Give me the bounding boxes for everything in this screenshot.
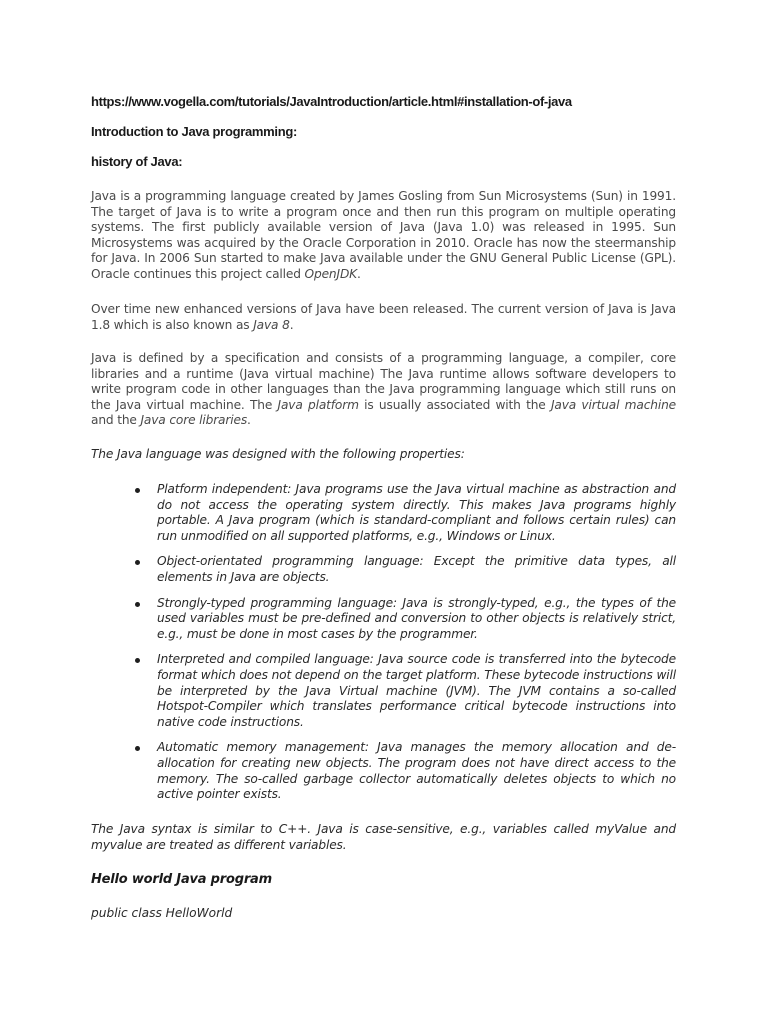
list-item xyxy=(91,652,676,730)
list-item xyxy=(91,482,676,544)
paragraph-versions xyxy=(91,302,676,333)
list-item xyxy=(91,554,676,585)
paragraph-spec-text-c: and the xyxy=(91,413,141,428)
bullet-dot-icon xyxy=(135,658,140,663)
bullet-dot-icon xyxy=(135,488,140,493)
java-virtual-machine-term: Java virtual machine xyxy=(550,397,677,412)
code-line: public class HelloWorld xyxy=(91,906,233,920)
paragraph-properties-intro: The Java language was designed with the following properties: xyxy=(91,447,465,461)
paragraph-versions-text: Over time new enhanced versions of Java have been released. The current version of Java is Java 1.8 which is also known as xyxy=(91,302,676,332)
list-item xyxy=(91,596,676,643)
paragraph-history-text: Java is a programming language created by James Gosling from Sun Microsystems (Sun) in 1991. The target of Java is to write a program once and then run this program on multiple operating systems. The first publicly available version of Java (Java 1.0) was released in 1995. Sun Microsystems was acquired by the Oracle Corporation in 2010. Oracle has now the steermanship for Java. In 2006 Sun started to make Java available under the GNU General Public License (GPL). Oracle continues this project called xyxy=(91,189,676,281)
openjdk-term: OpenJDK xyxy=(304,266,358,281)
bullet-dot-icon xyxy=(135,746,140,751)
list-item-text: Strongly-typed programming language: Java is strongly-typed, e.g., the types of the used variables must be pre-defined and conversion to other objects is relatively strict, e.g., must be done in most cases by the programmer. xyxy=(157,595,676,641)
paragraph-spec-end: . xyxy=(247,413,251,428)
paragraph-syntax: The Java syntax is similar to C++. Java is case-sensitive, e.g., variables called myValue and myvalue are treated as different variables. xyxy=(91,822,676,852)
list-item-text: Automatic memory management: Java manages the memory allocation and de-allocation for creating new objects. The program does not have direct access to the memory. The so-called garbage collector automatically deletes objects to which no active pointer exists. xyxy=(157,740,676,802)
properties-list xyxy=(91,482,676,813)
paragraph-spec-text-a: Java is defined by a specification and consists of a programming language, a compiler, core libraries and a runtime (Java virtual machine) The Java runtime allows software developers to write program code in other languages than the Java programming language which still runs on the Java virtual machine. The xyxy=(91,351,676,412)
source-url: https://www.vogella.com/tutorials/JavaIntroduction/article.html#installation-of-java xyxy=(91,94,572,109)
heading-introduction: Introduction to Java programming: xyxy=(91,124,298,139)
list-item xyxy=(91,740,676,802)
paragraph-history xyxy=(91,189,676,283)
paragraph-spec-text-b: is usually associated with the xyxy=(358,397,551,412)
paragraph-specification xyxy=(91,351,676,429)
list-item-text: Object-orientated programming language: Except the primitive data types, all elements in Java are objects. xyxy=(157,554,676,584)
list-item-text: Interpreted and compiled language: Java source code is transferred into the bytecode format which does not depend on the target platform. These bytecode instructions will be interpreted by the Java Virtual machine (JVM). The JVM contains a so-called Hotspot-Compiler which translates performance critical bytecode instructions into native code instructions. xyxy=(157,652,676,729)
bullet-dot-icon xyxy=(135,602,140,607)
java-platform-term: Java platform xyxy=(277,397,359,412)
heading-hello-world: Hello world Java program xyxy=(91,872,272,887)
heading-history: history of Java: xyxy=(91,154,183,169)
list-item-text: Platform independent: Java programs use the Java virtual machine as abstraction and do not access the operating system directly. This makes Java programs highly portable. A Java program (which is standard-compliant and follows certain rules) can run unmodified on all supported platforms, e.g., Windows or Linux. xyxy=(157,482,676,543)
java8-term: Java 8 xyxy=(253,317,290,332)
paragraph-history-end: . xyxy=(357,266,361,281)
bullet-dot-icon xyxy=(135,560,140,565)
paragraph-versions-end: . xyxy=(289,317,294,332)
java-core-libraries-term: Java core libraries xyxy=(140,413,248,428)
